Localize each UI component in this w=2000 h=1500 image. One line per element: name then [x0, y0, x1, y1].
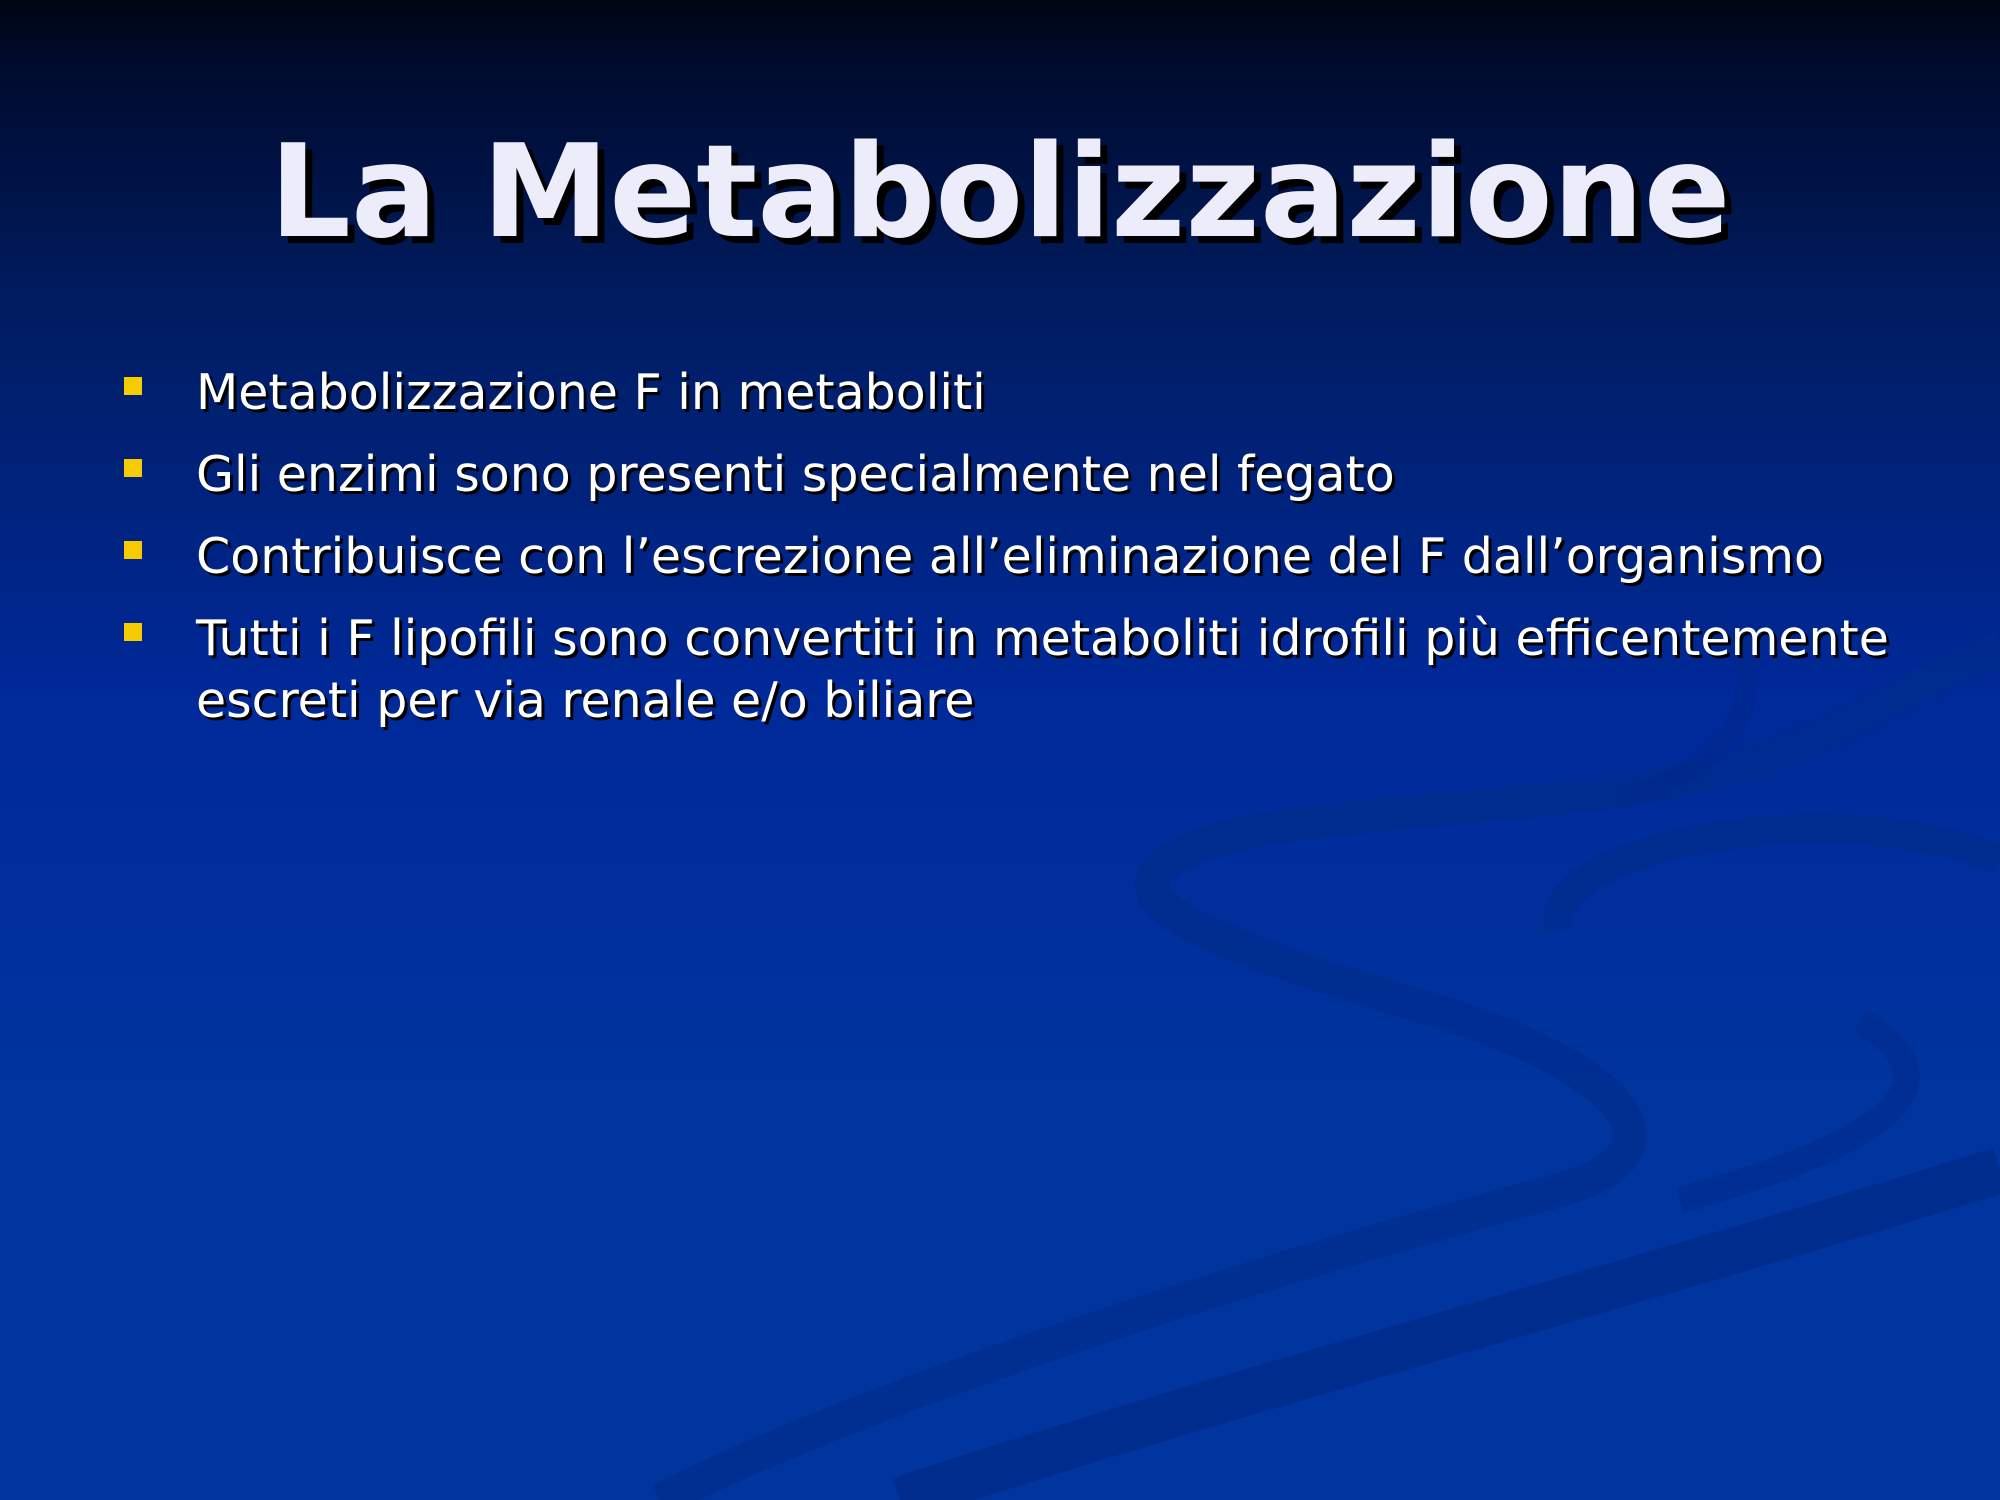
square-bullet-icon: [124, 459, 142, 477]
bullet-list: [0, 362, 2000, 752]
bullet-text: Contribuisce con l’escrezione all’eliminazione del F dall’organismo: [196, 528, 1825, 585]
bullet-item: [0, 526, 1896, 588]
square-bullet-icon: [124, 541, 142, 559]
slide-title: La Metabolizzazione: [269, 118, 1731, 267]
bullet-item: [0, 444, 1896, 506]
bullet-item: [0, 362, 1896, 424]
bullet-text: Gli enzimi sono presenti specialmente nel fegato: [196, 446, 1395, 503]
bullet-text: Tutti i F lipofili sono convertiti in metaboliti idrofili più efficentemente escreti per via renale e/o biliare: [196, 610, 1889, 729]
bullet-item: [0, 608, 1896, 732]
bullet-text: Metabolizzazione F in metaboliti: [196, 364, 986, 421]
square-bullet-icon: [124, 377, 142, 395]
square-bullet-icon: [124, 623, 142, 641]
